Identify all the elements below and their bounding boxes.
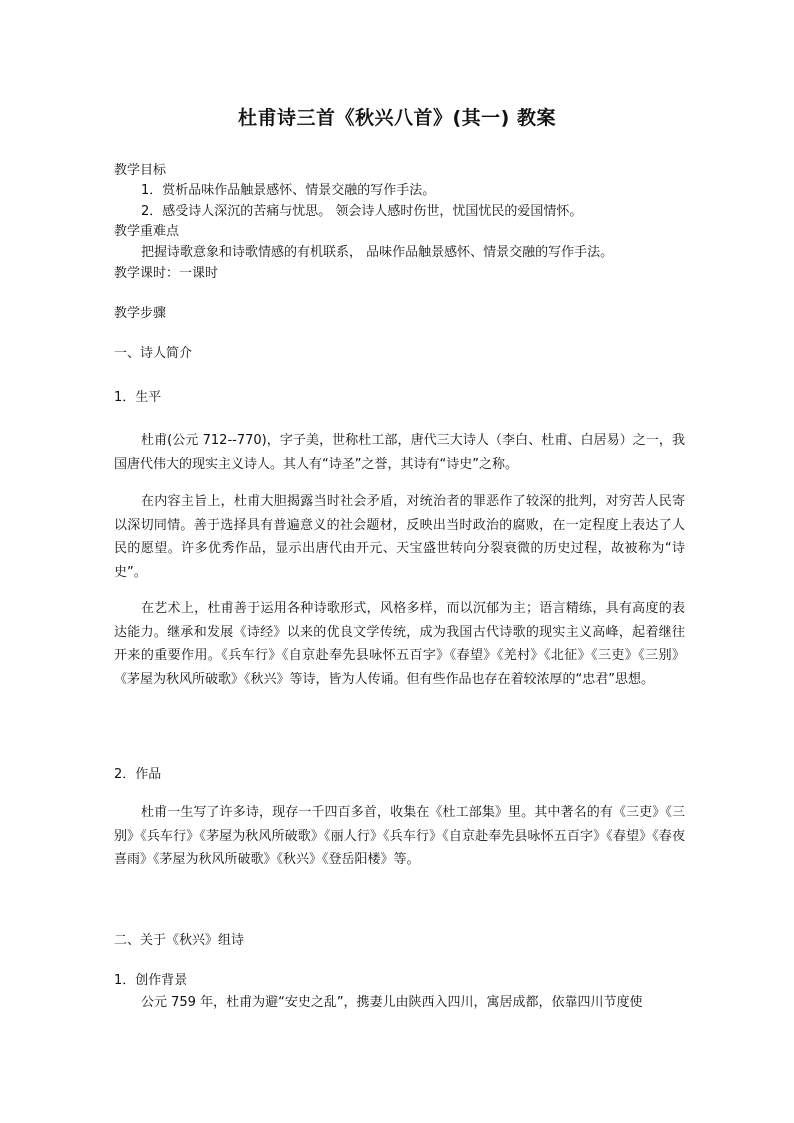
background-heading: 1．创作背景	[114, 973, 188, 988]
life-heading: 1．生平	[114, 390, 162, 405]
life-paragraph-1: 杜甫(公元 712--770)，字子美，世称杜工部，唐代三大诗人（李白、杜甫、白居易）之一，我国唐代伟大的现实主义诗人。其人有“诗圣”之誉，其诗有“诗史”之称。	[114, 433, 685, 472]
document-title: 杜甫诗三首《秋兴八首》(其一) 教案	[238, 107, 556, 129]
works-paragraph: 杜甫一生写了许多诗，现存一千四百多首，收集在《杜工部集》里。其中著名的有《三吏》《三别》《兵车行》《茅屋为秋风所破歌》《丽人行》《兵车行》《自京赴奉先县咏怀五百字》《春望》《春夜喜雨》《茅屋为秋风所破歌》《秋兴》《登岳阳楼》等。	[114, 805, 685, 867]
key-points-heading: 教学重难点	[114, 224, 180, 239]
steps-heading: 教学步骤	[114, 306, 167, 321]
works-heading: 2．作品	[114, 767, 162, 782]
goals-heading: 教学目标	[114, 163, 167, 178]
key-points-text: 把握诗歌意象和诗歌情感的有机联系， 品味作品触景感怀、情景交融的写作手法。	[141, 245, 614, 260]
section-2-heading: 二、关于《秋兴》组诗	[114, 933, 245, 948]
goal-item-1: 1．赏析品味作品触景感怀、情景交融的写作手法。	[141, 183, 436, 198]
goal-item-2: 2．感受诗人深沉的苦痛与忧思。 领会诗人感时伤世，忧国忧民的爱国情怀。	[141, 204, 583, 219]
class-hours: 教学课时：一课时	[114, 266, 219, 281]
background-text: 公元 759 年，杜甫为避“安史之乱”，携妻儿由陕西入四川，寓居成都，依靠四川节度使	[141, 995, 643, 1010]
life-paragraph-2: 在内容主旨上，杜甫大胆揭露当时社会矛盾，对统治者的罪恶作了较深的批判，对穷苦人民寄以深切同情。善于选择具有普遍意义的社会题材，反映出当时政治的腐败，在一定程度上表达了人民的愿望。许多优秀作品，显示出唐代由开元、天宝盛世转向分裂衰微的历史过程，故被称为“诗史”。	[114, 494, 685, 580]
life-paragraph-3: 在艺术上，杜甫善于运用各种诗歌形式，风格多样，而以沉郁为主；语言精练，具有高度的表达能力。继承和发展《诗经》以来的优良文学传统，成为我国古代诗歌的现实主义高峰，起着继往开来的重要作用。《兵车行》《自京赴奉先县咏怀五百字》《春望》《羌村》《北征》《三吏》《三别》《茅屋为秋风所破歌》《秋兴》等诗，皆为人传诵。但有些作品也存在着较浓厚的“忠君”思想。	[114, 601, 685, 687]
section-1-heading: 一、诗人简介	[114, 346, 193, 361]
